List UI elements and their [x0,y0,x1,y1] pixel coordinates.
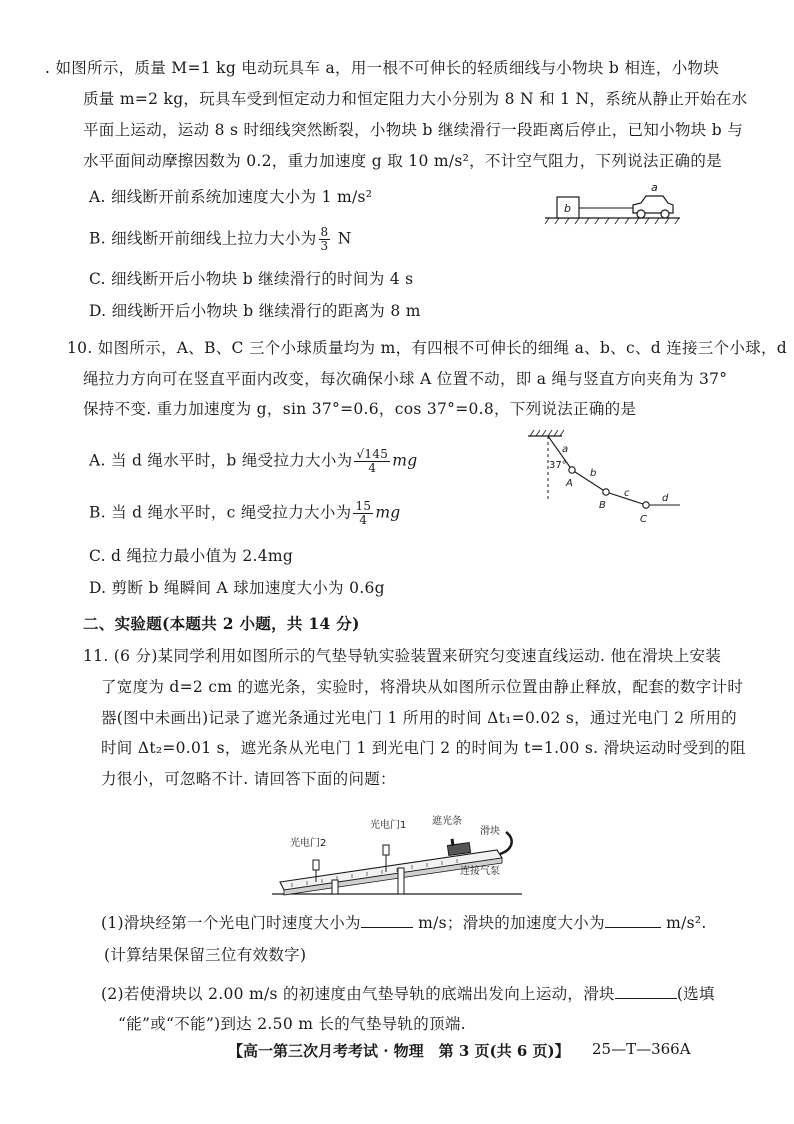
q10-ball-a-label: A [566,478,573,489]
q10-option-b [89,500,401,527]
q10-option-b-fraction [353,500,373,527]
q10-option-a [89,448,417,475]
q10-angle-label: 37° [549,460,567,471]
q10-option-d: D. 剪断 b 绳瞬间 A 球加速度大小为 0.6g [89,579,385,597]
q9-ground-hatch [545,218,679,224]
q11-part-1-text-c: m/s². [666,914,707,932]
q11-part-1-note: (计算结果保留三位有效数字) [104,946,307,964]
q11-line-1: 11. (6 分)某同学利用如图所示的气垫导轨实验装置来研究匀变速直线运动. 他在滑块上安装 [83,647,722,665]
q11-part-2-line-2: “能”或“不能”)到达 2.50 m 长的气垫导轨的顶端. [118,1015,466,1033]
q11-line-4: 时间 Δt₂=0.01 s，遮光条从光电门 1 到光电门 2 的时间为 t=1.00 s. 滑块运动时受到的阻 [101,739,746,757]
q11-part-1 [101,912,707,934]
q10-rope-b-label: b [590,468,597,479]
q11-gate-1 [383,845,389,855]
q10-ball-b [603,489,609,495]
q10-ball-a [569,467,575,473]
q10-rope-a-label: a [562,444,569,455]
q9-option-b [89,226,352,253]
q11-gate-2 [313,860,319,870]
q9-option-b-text: B. 细线断开前细线上拉力大小为 [89,229,317,248]
q11-answer-blank-3[interactable] [615,984,677,999]
q11-line-3: 器(图中未画出)记录了遮光条通过光电门 1 所用的时间 Δt₁=0.02 s，通过光电门 2 所用的 [101,709,737,727]
q11-slider [447,843,470,856]
q10-option-b-numerator: 15 [355,499,372,513]
page-footer-code: 25—T—366A [592,1040,691,1058]
q10-option-a-numerator: √145 [356,447,389,461]
q9-option-b-unit: N [337,229,352,248]
q11-answer-blank-1[interactable] [361,913,413,928]
q10-ceiling-hatch [530,430,564,436]
q11-figure [272,810,532,900]
q11-pump-label: 连接气泵 [460,866,500,877]
q11-part-2 [101,983,715,1005]
q10-option-c: C. d 绳拉力最小值为 2.4mg [89,547,294,565]
q10-option-a-unit: mg [392,451,418,470]
q10-figure [528,428,688,528]
q9-line-1: . 如图所示，质量 M=1 kg 电动玩具车 a，用一根不可伸长的轻质细线与小物块 b 相连，小物块 [45,59,720,77]
q10-ball-c [643,502,649,508]
q11-part-1-text-b: m/s；滑块的加速度大小为 [418,914,605,932]
q10-rope-d-label: d [662,493,669,504]
q9-block-b-label: b [564,202,571,215]
q9-option-b-numerator: 8 [320,225,329,239]
q10-line-3: 保持不变. 重力加速度为 g，sin 37°=0.6，cos 37°=0.8，下列说法正确的是 [83,400,637,418]
q11-support-right [398,868,404,894]
q9-car-wheel-rear [637,210,645,218]
q11-answer-blank-2[interactable] [605,913,661,928]
q11-part-1-text-a: (1)滑块经第一个光电门时速度大小为 [101,914,361,932]
q9-option-a: A. 细线断开前系统加速度大小为 1 m/s² [89,188,373,206]
q11-part-2-text-b: (选填 [676,985,715,1003]
q10-ball-c-label: C [640,514,647,525]
q10-option-b-unit: mg [375,503,401,522]
q11-part-2-text-a: (2)若使滑块以 2.00 m/s 的初速度由气垫导轨的底端出发向上运动，滑块 [101,985,615,1003]
q9-line-2: 质量 m=2 kg，玩具车受到恒定动力和恒定阻力大小分别为 8 N 和 1 N，系统从静止开始在水 [83,90,748,108]
q10-option-a-denominator: 4 [368,461,377,475]
page-footer-title: 【高一第三次月考考试 · 物理 第 3 页(共 6 页)】 [228,1042,570,1060]
q10-ball-b-label: B [599,500,606,511]
q10-rope-c-label: c [624,488,630,499]
q9-option-c: C. 细线断开后小物块 b 继续滑行的时间为 4 s [89,270,414,288]
q11-gate-1-label: 光电门1 [370,820,407,831]
section-2-heading: 二、实验题(本题共 2 小题，共 14 分) [83,614,360,633]
q9-car-a-label: a [651,181,658,194]
q10-line-2: 绳拉力方向可在竖直平面内改变，每次确保小球 A 位置不动，即 a 绳与竖直方向夹角为 37° [83,370,728,388]
q9-option-d: D. 细线断开后小物块 b 继续滑行的距离为 8 m [89,302,421,320]
q9-option-b-denominator: 3 [320,239,329,253]
q11-line-2: 了宽度为 d=2 cm 的遮光条，实验时，将滑块从如图所示位置由静止释放，配套的数字计时 [101,678,744,696]
q11-line-5: 力很小，可忽略不计. 请回答下面的问题： [101,770,396,788]
q9-line-4: 水平面间动摩擦因数为 0.2，重力加速度 g 取 10 m/s²，不计空气阻力，下列说法正确的是 [83,152,722,170]
q9-figure [545,180,680,230]
q11-slider-label: 滑块 [480,826,500,837]
q10-option-b-text: B. 当 d 绳水平时，c 绳受拉力大小为 [89,503,352,522]
q10-option-a-fraction [354,448,390,475]
q10-option-a-text: A. 当 d 绳水平时，b 绳受拉力大小为 [89,451,353,470]
q11-support-left [332,880,338,894]
q10-rope-b [572,470,606,492]
q10-line-1: 10. 如图所示，A、B、C 三个小球质量均为 m，有四根不可伸长的细绳 a、b、c、d 连接三个小球，d [67,339,788,357]
q11-air-hose [500,832,512,854]
q9-option-b-fraction [319,226,331,253]
q9-car-wheel-front [661,210,669,218]
q9-line-3: 平面上运动，运动 8 s 时细线突然断裂，小物块 b 继续滑行一段距离后停止，已知小物块 b 与 [83,121,744,139]
q10-option-b-denominator: 4 [359,513,368,527]
q11-strip-label: 遮光条 [432,816,462,827]
q11-gate-2-label: 光电门2 [290,838,327,849]
